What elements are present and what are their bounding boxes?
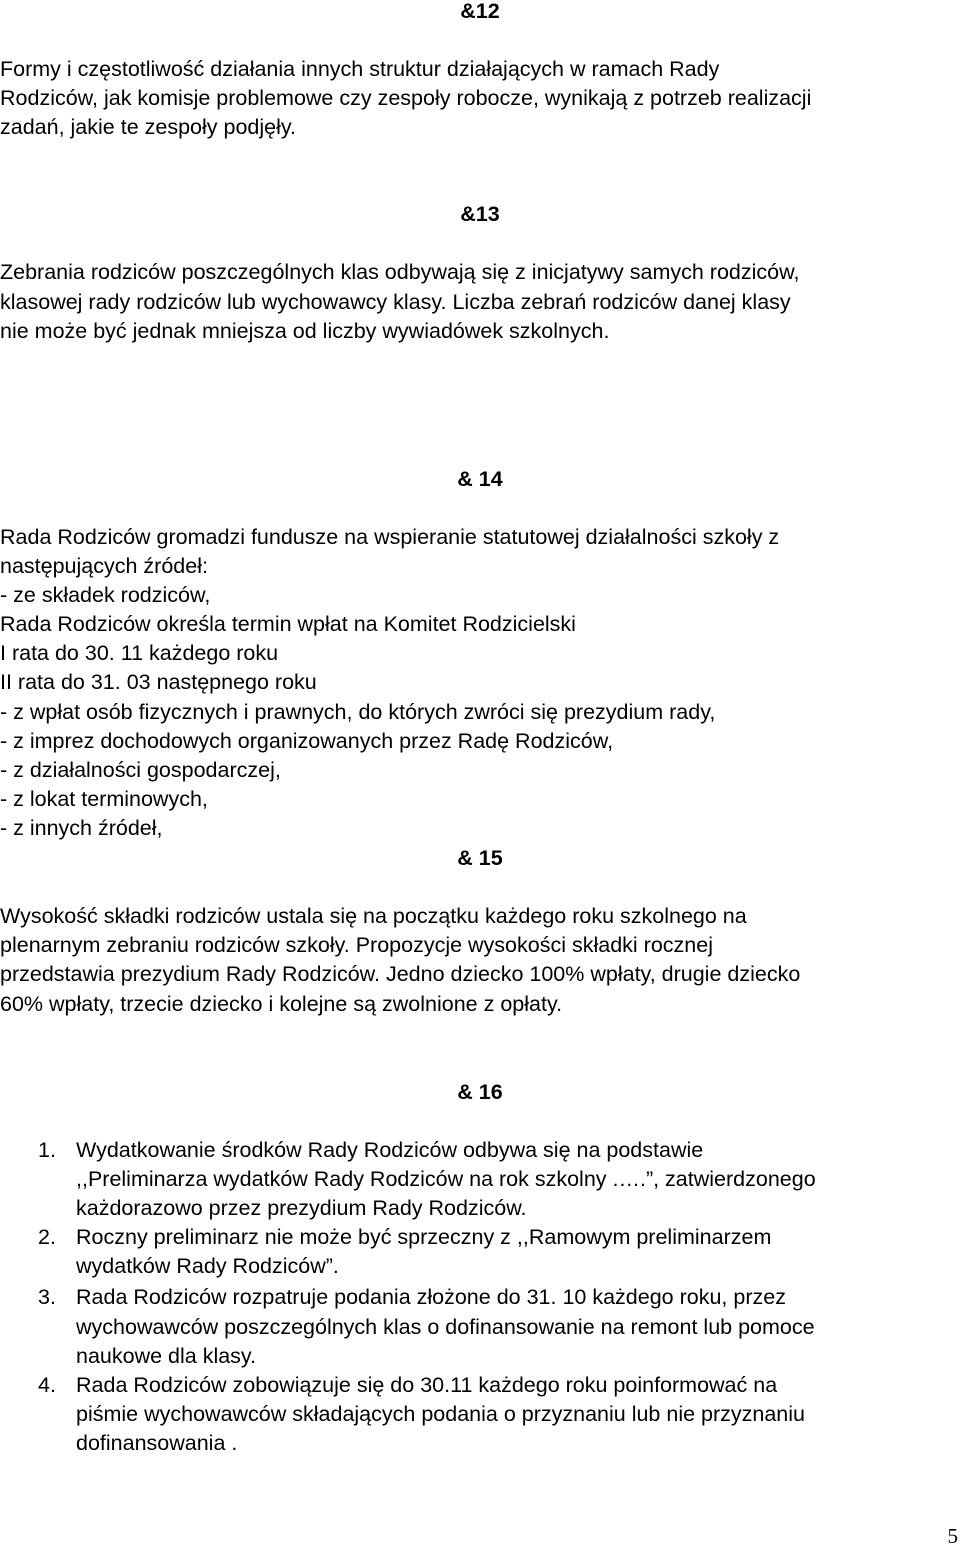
list-item-line: każdorazowo przez prezydium Rady Rodziców.: [76, 1196, 527, 1220]
paragraph-line: - z wpłat osób fizycznych i prawnych, do których zwróci się prezydium rady,: [0, 700, 716, 724]
paragraph-line: I rata do 30. 11 każdego roku: [0, 641, 279, 665]
paragraph-line: nie może być jednak mniejsza od liczby wywiadówek szkolnych.: [0, 319, 610, 343]
paragraph-line: plenarnym zebraniu rodziców szkoły. Propozycje wysokości składki rocznej: [0, 933, 713, 957]
paragraph-line: 60% wpłaty, trzecie dziecko i kolejne są zwolnione z opłaty.: [0, 992, 563, 1016]
section-12-heading: &12: [460, 0, 500, 23]
paragraph-line: zadań, jakie te zespoły podjęły.: [0, 115, 297, 139]
section-15-heading: & 15: [457, 846, 503, 870]
paragraph-line: - z lokat terminowych,: [0, 787, 208, 811]
paragraph-line: Wysokość składki rodziców ustala się na początku każdego roku szkolnego na: [0, 904, 747, 928]
paragraph-line: następujących źródeł:: [0, 554, 208, 578]
list-item-line: wydatków Rady Rodziców”.: [76, 1254, 339, 1278]
list-item-line: wychowawców poszczególnych klas o dofinansowanie na remont lub pomoce: [76, 1315, 815, 1339]
paragraph-line: Formy i częstotliwość działania innych struktur działających w ramach Rady: [0, 57, 720, 81]
list-item-line: Roczny preliminarz nie może być sprzeczny z ,,Ramowym preliminarzem: [76, 1225, 772, 1249]
list-item-number: 4.: [38, 1373, 56, 1397]
paragraph-line: przedstawia prezydium Rady Rodziców. Jedno dziecko 100% wpłaty, drugie dziecko: [0, 962, 801, 986]
list-item-line: piśmie wychowawców składających podania o przyznaniu lub nie przyznaniu: [76, 1402, 805, 1426]
list-item-line: dofinansowania .: [76, 1431, 238, 1455]
section-14-heading: & 14: [457, 467, 503, 491]
paragraph-line: Rodziców, jak komisje problemowe czy zespoły robocze, wynikają z potrzeb realizacji: [0, 86, 812, 110]
list-item-line: ,,Preliminarza wydatków Rady Rodziców na rok szkolny .….”, zatwierdzonego: [76, 1167, 816, 1191]
paragraph-line: - ze składek rodziców,: [0, 583, 211, 607]
list-item-line: naukowe dla klasy.: [76, 1344, 257, 1368]
paragraph-line: - z działalności gospodarczej,: [0, 758, 281, 782]
list-item-line: Rada Rodziców rozpatruje podania złożone do 31. 10 każdego roku, przez: [76, 1285, 786, 1309]
list-item-number: 2.: [38, 1225, 56, 1249]
paragraph-line: II rata do 31. 03 następnego roku: [0, 670, 317, 694]
page-number: 5: [947, 1524, 958, 1548]
paragraph-line: Zebrania rodziców poszczególnych klas odbywają się z inicjatywy samych rodziców,: [0, 260, 800, 284]
list-item-number: 1.: [38, 1138, 56, 1162]
list-item-line: Rada Rodziców zobowiązuje się do 30.11 każdego roku poinformować na: [76, 1373, 778, 1397]
list-item-number: 3.: [38, 1285, 56, 1309]
list-item-line: Wydatkowanie środków Rady Rodziców odbywa się na podstawie: [76, 1138, 704, 1162]
paragraph-line: Rada Rodziców określa termin wpłat na Komitet Rodzicielski: [0, 612, 576, 636]
paragraph-line: klasowej rady rodziców lub wychowawcy klasy. Liczba zebrań rodziców danej klasy: [0, 290, 791, 314]
paragraph-line: - z innych źródeł,: [0, 816, 163, 840]
paragraph-line: - z imprez dochodowych organizowanych przez Radę Rodziców,: [0, 729, 614, 753]
paragraph-line: Rada Rodziców gromadzi fundusze na wspieranie statutowej działalności szkoły z: [0, 525, 780, 549]
section-13-heading: &13: [460, 202, 500, 226]
section-16-heading: & 16: [457, 1080, 503, 1104]
